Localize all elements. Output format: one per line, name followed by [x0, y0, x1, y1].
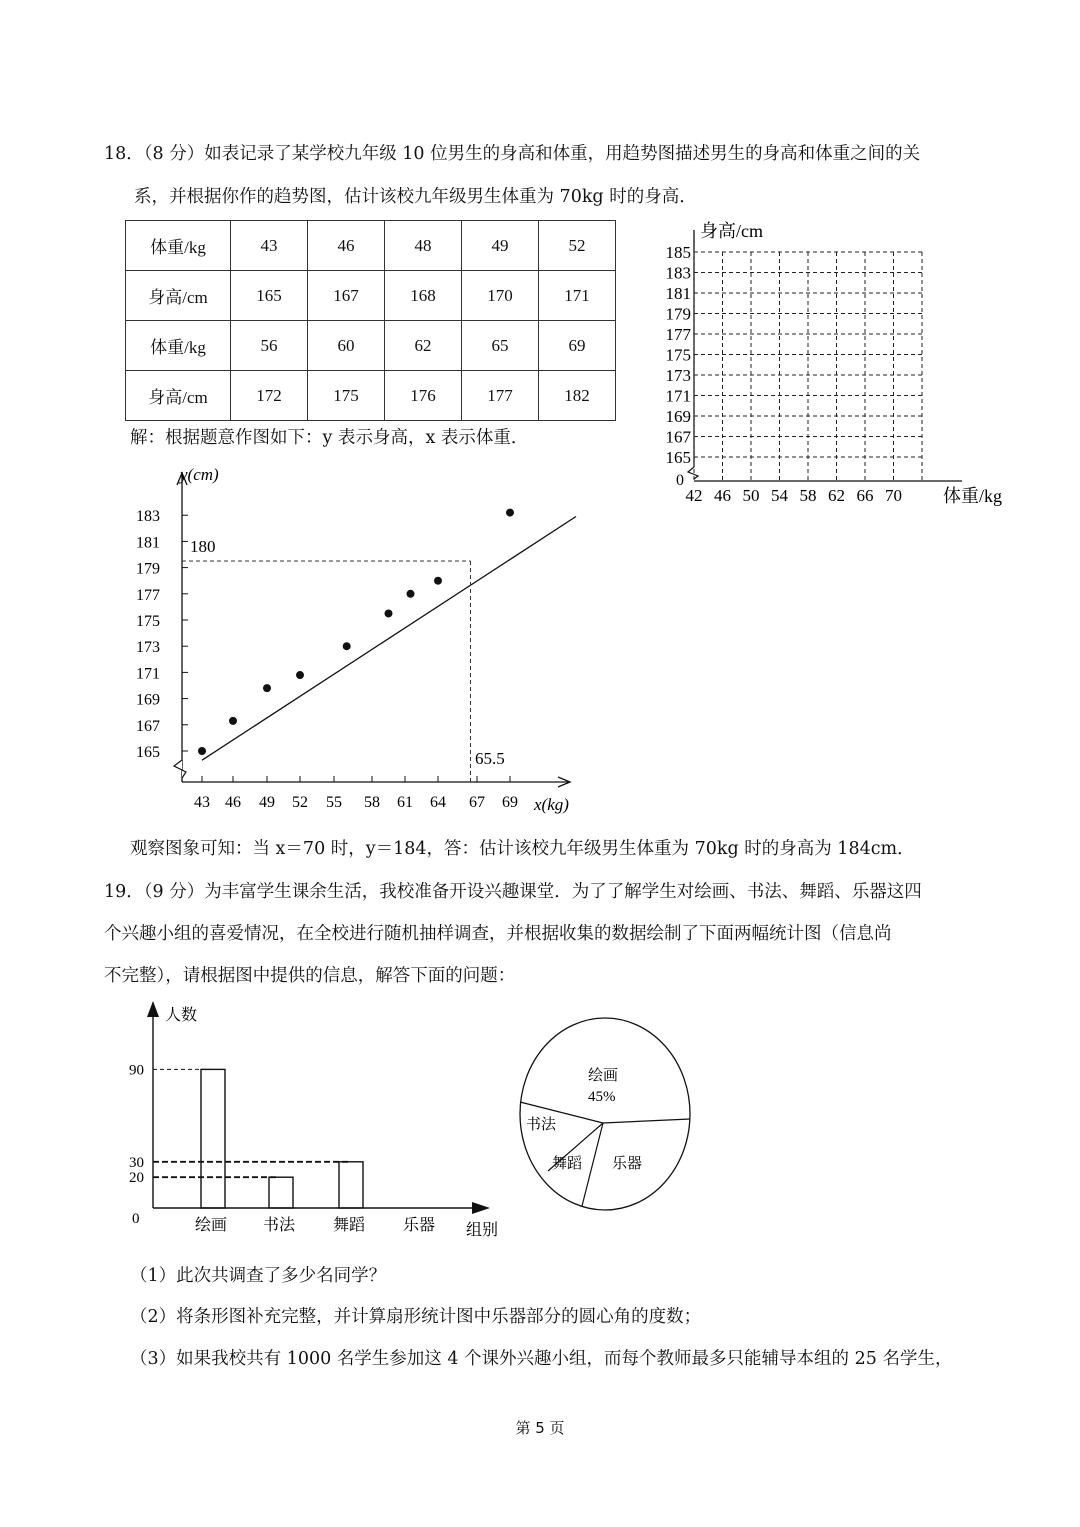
table-cell: 65	[462, 321, 539, 371]
grid-ytick-label: 183	[665, 263, 691, 283]
q19-line3: 不完整），请根据图中提供的信息，解答下面的问题：	[104, 966, 516, 986]
pie-divider	[582, 1123, 603, 1206]
q19-line1: 19．（9 分）为丰富学生课余生活，我校准备开设兴趣课堂．为了了解学生对绘画、书法、舞蹈、乐器这四	[104, 882, 922, 902]
bar-origin: 0	[132, 1211, 140, 1227]
scatter-xtick-label: 61	[397, 794, 413, 811]
table-cell: 165	[231, 271, 308, 321]
scatter-chart	[120, 455, 590, 825]
grid-ytick-label: 177	[665, 325, 691, 344]
pie-label-painting: 绘画	[588, 1068, 619, 1084]
bar-category-label: 绘画	[194, 1217, 228, 1234]
scatter-xtick-label: 69	[502, 794, 518, 811]
table-cell: 170	[462, 271, 539, 321]
table-cell: 体重/kg	[126, 321, 231, 371]
table-row	[126, 371, 616, 421]
empty-grid-chart	[640, 210, 1030, 510]
scatter-ytick-label: 181	[136, 534, 160, 552]
bar-y-arrow	[147, 1001, 159, 1017]
scatter-ytick-label: 175	[136, 613, 160, 630]
scatter-ytick-label: 169	[136, 691, 160, 709]
bar-xlabel: 组别	[466, 1222, 499, 1239]
pie-outline	[520, 1018, 690, 1210]
grid-xtick-label: 50	[742, 486, 760, 505]
q18-conclusion: 观察图象可知：当 x＝70 时，y＝184，答：估计该校九年级男生体重为 70kg 时的身高为 184cm．	[130, 839, 915, 859]
scatter-ytick-label: 183	[136, 508, 160, 526]
bar-2	[339, 1162, 363, 1208]
scatter-xtick-label: 58	[364, 794, 380, 811]
q19-sub1: （1）此次共调查了多少名同学？	[130, 1266, 387, 1286]
table-cell: 168	[385, 271, 462, 321]
annotation-65-5: 65.5	[475, 749, 505, 768]
table-cell: 69	[539, 321, 616, 371]
scatter-point	[229, 717, 237, 725]
q19-sub2: （2）将条形图补充完整，并计算扇形统计图中乐器部分的圆心角的度数；	[130, 1307, 702, 1327]
grid-ytick-label: 181	[665, 284, 691, 303]
q18-line1: 18．（8 分）如表记录了某学校九年级 10 位男生的身高和体重，用趋势图描述男生的身高和体重之间的关	[104, 144, 921, 164]
grid-ytick-label: 185	[665, 243, 691, 262]
solution-intro: 解：根据题意作图如下：y 表示身高，x 表示体重．	[130, 428, 529, 448]
scatter-point	[385, 609, 393, 617]
pie-chart	[510, 1010, 700, 1220]
table-cell: 体重/kg	[126, 221, 231, 271]
scatter-ytick-label: 165	[136, 744, 160, 761]
scatter-ylabel: y(cm)	[180, 465, 219, 484]
scatter-xlabel: x(kg)	[534, 795, 569, 814]
trend-line	[202, 517, 576, 761]
table-cell: 176	[385, 371, 462, 421]
annotation-180: 180	[190, 537, 216, 556]
scatter-point	[407, 590, 415, 598]
grid-ytick-label: 165	[665, 448, 691, 467]
table-cell: 171	[539, 271, 616, 321]
table-cell: 56	[231, 321, 308, 371]
grid-ytick-label: 175	[665, 345, 691, 365]
pie-divider	[603, 1119, 690, 1123]
bar-ylabel: 人数	[165, 1007, 198, 1024]
scatter-xtick-label: 46	[225, 794, 241, 811]
table-cell: 49	[462, 221, 539, 271]
q18-line2: 系，并根据你作的趋势图，估计该校九年级男生体重为 70kg 时的身高．	[134, 187, 697, 207]
grid-xtick-label: 66	[856, 486, 874, 505]
grid-ytick-label: 173	[665, 366, 691, 385]
table-row	[126, 221, 616, 271]
table-cell: 172	[231, 371, 308, 421]
q19-sub3: （3）如果我校共有 1000 名学生参加这 4 个课外兴趣小组，而每个教师最多只能辅导本组的 25 名学生，	[130, 1349, 953, 1369]
table-cell: 身高/cm	[126, 371, 231, 421]
scatter-xtick-label: 49	[259, 794, 275, 811]
scatter-ytick-label: 179	[136, 560, 160, 578]
scatter-point	[263, 684, 271, 692]
page-number: 第 5 页	[515, 1419, 565, 1437]
grid-xlabel: 体重/kg	[943, 486, 1003, 506]
table-cell: 182	[539, 371, 616, 421]
scatter-ytick-label: 173	[136, 639, 160, 657]
grid-ylabel: 身高/cm	[700, 221, 763, 241]
scatter-xtick-label: 64	[430, 794, 446, 811]
bar-x-arrow	[472, 1202, 490, 1214]
grid-ytick-label: 171	[665, 386, 691, 406]
bar-category-label: 舞蹈	[332, 1217, 366, 1234]
grid-origin: 0	[676, 472, 684, 489]
grid-ytick-label: 179	[665, 304, 691, 324]
pie-label-dance: 舞蹈	[552, 1156, 583, 1172]
bar-category-label: 书法	[262, 1217, 296, 1234]
scatter-xtick-label: 52	[292, 794, 308, 811]
table-row	[126, 321, 616, 371]
scatter-point	[343, 642, 351, 650]
bar-0	[201, 1069, 225, 1208]
grid-ytick-label: 167	[665, 427, 691, 447]
grid-xtick-label: 46	[714, 486, 731, 505]
bar-ytick-label: 90	[129, 1062, 144, 1079]
scatter-ytick-label: 171	[136, 665, 160, 683]
pie-value-painting: 45%	[588, 1089, 616, 1105]
grid-axis-break	[688, 467, 698, 479]
bar-category-label: 乐器	[402, 1217, 436, 1234]
bar-1	[269, 1177, 293, 1208]
grid-xtick-label: 58	[799, 486, 817, 505]
scatter-ytick-label: 167	[136, 717, 160, 735]
scatter-point	[296, 671, 304, 679]
grid-xtick-label: 70	[885, 486, 902, 505]
bar-ytick-label: 20	[129, 1170, 144, 1187]
q19-line2: 个兴趣小组的喜爱情况，在全校进行随机抽样调查，并根据收集的数据绘制了下面两幅统计图（信息尚	[104, 924, 892, 944]
table-cell: 177	[462, 371, 539, 421]
table-cell: 48	[385, 221, 462, 271]
scatter-point	[198, 747, 206, 755]
bar-ytick-label: 30	[129, 1154, 144, 1171]
grid-xtick-label: 54	[771, 486, 788, 505]
scatter-axis-break	[174, 760, 186, 778]
table-row	[126, 271, 616, 321]
scatter-point	[506, 509, 514, 517]
scatter-xtick-label: 67	[469, 794, 485, 811]
table-cell: 62	[385, 321, 462, 371]
table-cell: 43	[231, 221, 308, 271]
bar-chart	[110, 995, 510, 1245]
scatter-ytick-label: 177	[136, 586, 160, 604]
scatter-point	[434, 577, 442, 585]
scatter-xtick-label: 55	[326, 794, 342, 811]
pie-label-calligraphy: 书法	[526, 1117, 557, 1133]
grid-ytick-label: 169	[665, 407, 691, 426]
grid-xtick-label: 42	[685, 486, 703, 505]
table-cell: 46	[308, 221, 385, 271]
height-weight-table	[125, 220, 616, 421]
table-cell: 52	[539, 221, 616, 271]
table-cell: 175	[308, 371, 385, 421]
scatter-xtick-label: 43	[194, 794, 210, 811]
table-cell: 167	[308, 271, 385, 321]
table-cell: 60	[308, 321, 385, 371]
grid-xtick-label: 62	[828, 486, 845, 505]
table-cell: 身高/cm	[126, 271, 231, 321]
pie-label-instrument: 乐器	[612, 1156, 643, 1172]
